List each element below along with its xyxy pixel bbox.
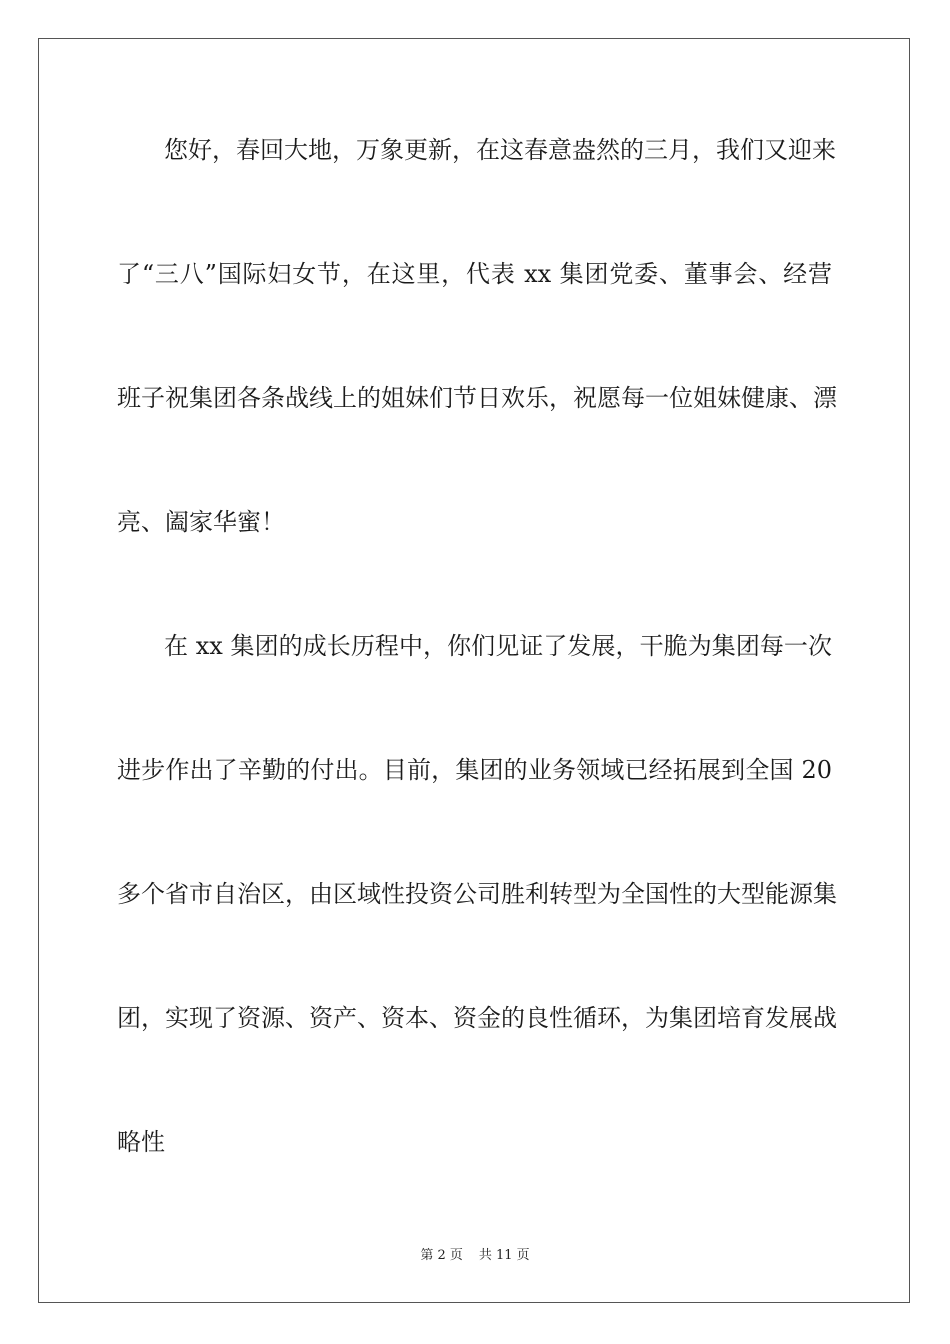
page-total: 共 11 页: [478, 1248, 530, 1263]
paragraph-1-line-3: 班子祝集团各条战线上的姐妹们节日欢乐，祝愿每一位姐妹健康、漂: [117, 384, 837, 412]
paragraph-1-line-2: 了“三八”国际妇女节，在这里，代表 xx 集团党委、董事会、经营: [117, 260, 832, 288]
page-frame: [38, 38, 910, 1303]
paragraph-2-line-1: 在 xx 集团的成长历程中，你们见证了发展，干脆为集团每一次: [164, 632, 832, 660]
paragraph-2-line-4: 团，实现了资源、资产、资本、资金的良性循环，为集团培育发展战: [117, 1004, 837, 1032]
paragraph-1-line-4: 亮、阖家华蜜！: [117, 508, 285, 536]
page-footer: [0, 1247, 950, 1265]
paragraph-2-line-5: 略性: [117, 1128, 165, 1156]
paragraph-2-line-2: 进步作出了辛勤的付出。目前，集团的业务领域已经拓展到全国 20: [117, 756, 832, 784]
paragraph-2-line-3: 多个省市自治区，由区域性投资公司胜利转型为全国性的大型能源集: [117, 880, 837, 908]
page-number: 第 2 页: [420, 1248, 463, 1263]
paragraph-1-line-1: 您好，春回大地，万象更新，在这春意盎然的三月，我们又迎来: [164, 136, 836, 164]
